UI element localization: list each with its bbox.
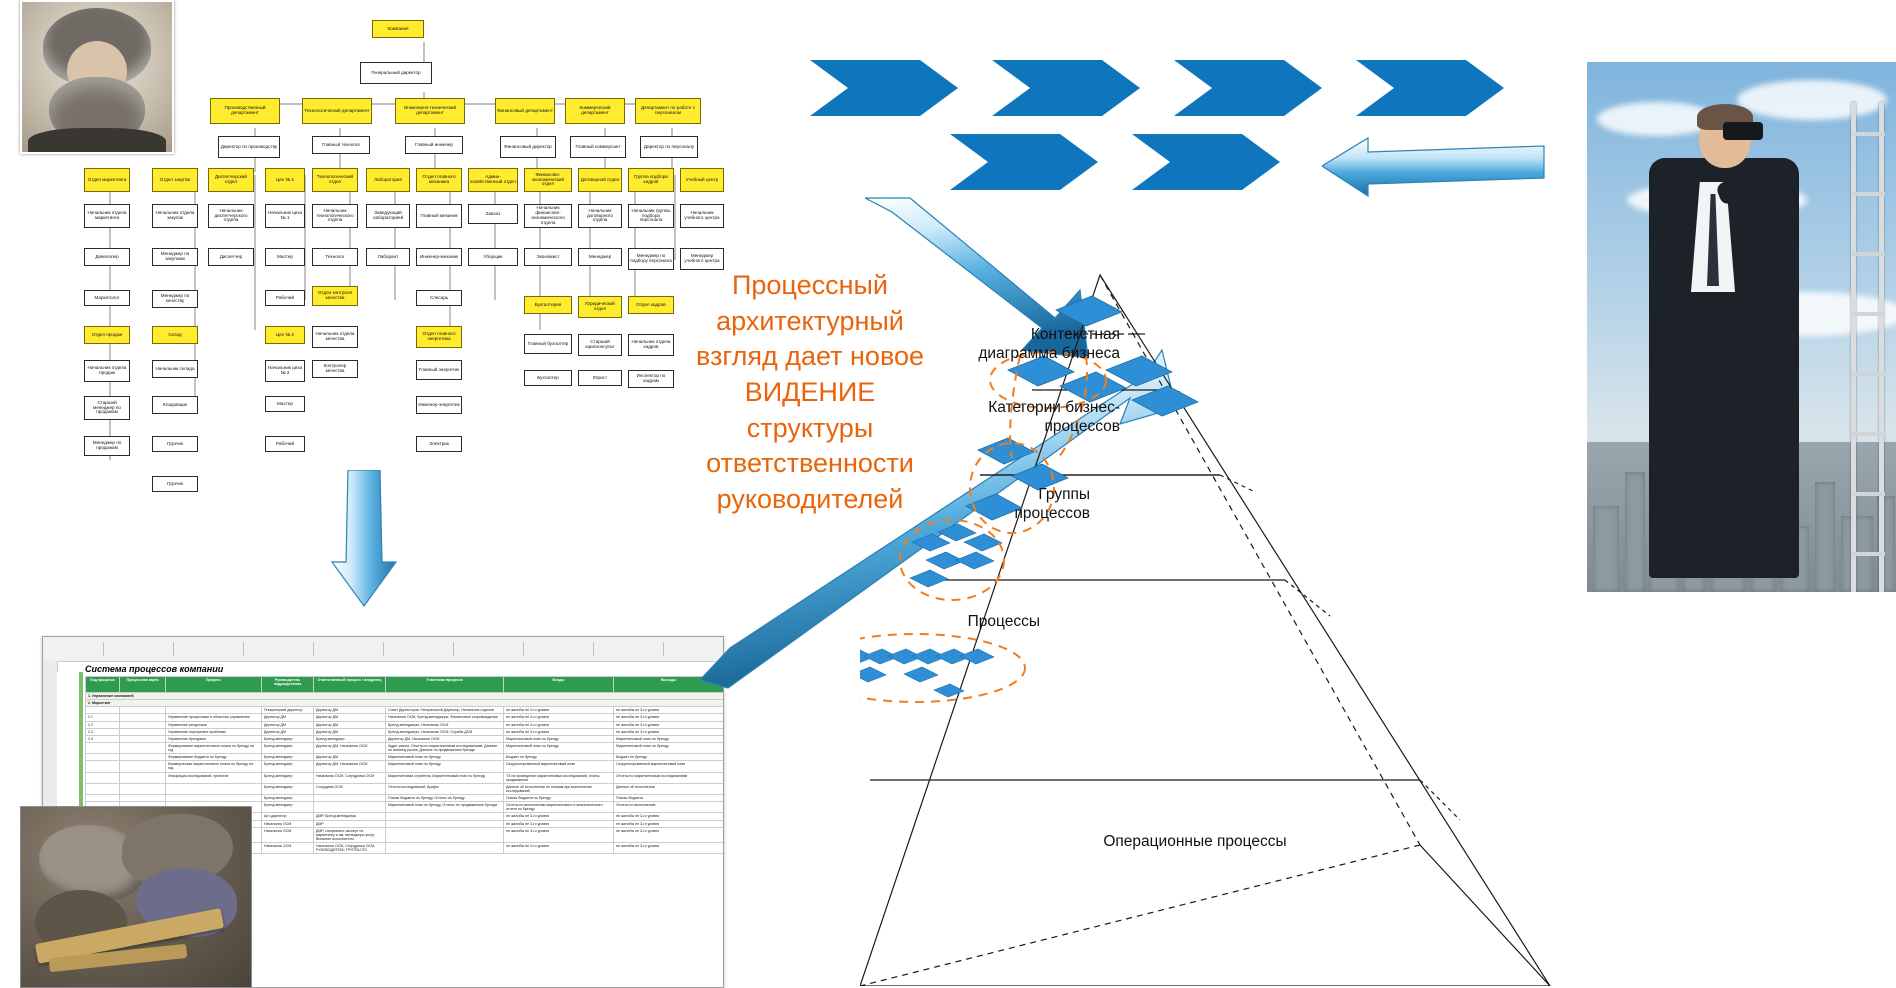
table-cell[interactable]: Директор ДМ [262,721,314,728]
org-node-sub: Бухгалтер [524,370,572,386]
table-cell[interactable]: Бренд-менеджер [262,735,314,742]
org-node-sub: Электрик [416,436,462,452]
chevron-arrow-right-icon [992,60,1140,116]
org-node-department: Коммерческий департамент [565,98,625,124]
org-node-unit: Склад [152,326,198,344]
table-cell[interactable]: Отчеты по маркетинговым исследованиям [614,772,724,783]
table-row[interactable] [86,707,724,714]
table-cell[interactable]: 2.3 [86,728,120,735]
chevron-arrow-right-icon [1174,60,1322,116]
table-cell[interactable]: Бренд-менеджеры, Начальник ОСМ, Служба ДСМ [386,728,504,735]
headline-line: Процессный [731,270,888,300]
table-cell[interactable]: Директор ДМ, Начальник ОСМ [386,735,504,742]
table-cell[interactable]: не жалобы не 3-го уровня [614,827,724,842]
org-node-unit: Группа подбора кадров [628,168,674,192]
org-node-sub: Начальник договорного отдела [578,204,622,228]
table-cell[interactable]: не жалобы не 3-го уровня [504,820,614,827]
org-node-sub: Рабочий [265,436,305,452]
headline-line: руководителей [716,483,904,514]
headline-text [660,268,960,517]
pyramid-label-categories-line1: Категории бизнес- [988,399,1120,416]
org-node-sub: Начальник группы подбора персонала [628,204,674,228]
table-cell[interactable]: Управление процессами и областью управления [166,714,262,721]
org-node-unit: Отдел главного механика [416,168,462,192]
table-cell[interactable] [86,783,120,794]
column-header[interactable]: Выходы [614,677,724,693]
table-cell[interactable] [120,735,166,742]
table-cell[interactable]: Директор ДМ, Начальник ОСМ [314,742,386,753]
org-node-department: Производственный департамент [210,98,280,124]
table-cell[interactable]: 2.2 [86,721,120,728]
org-node-sub: Начальник цеха № 2 [265,360,305,382]
table-cell[interactable]: Директор ДМ [314,728,386,735]
table-row[interactable] [86,728,724,735]
org-node-unit: Отдел продаж [84,326,130,344]
table-cell[interactable] [120,754,166,761]
org-node-sub: Мастер [265,396,305,412]
table-cell[interactable]: Формирование маркетингового плана по бренду на год [166,742,262,753]
org-node-sub: Диспетчер [208,248,254,266]
table-cell[interactable] [86,742,120,753]
org-node-sub: Начальник отдела продаж [84,360,130,382]
table-cell[interactable] [386,843,504,854]
table-cell[interactable]: ТЗ на проведение маркетинговых исследований, планы продвижения [504,772,614,783]
table-cell[interactable]: Начальник ОСМ, Сотрудники ОСМ [314,772,386,783]
table-cell: 2. Маркетинг [86,700,724,707]
table-cell[interactable] [166,783,262,794]
column-header[interactable]: Процессная карта [120,677,166,693]
table-cell[interactable]: Бренд-менеджер [262,802,314,813]
org-node-director: Главный инженер [405,136,463,154]
org-node-ceo: Генеральный директор [360,62,432,84]
pyramid-label-operations: Операционные процессы [1103,833,1287,850]
table-cell[interactable]: Директор ДМ [314,707,386,714]
org-node-department: Инженерно-технический департамент [395,98,465,124]
table-cell[interactable] [386,820,504,827]
org-node-sub: Главный бухгалтер [524,334,572,354]
headline-line: ответственности [706,448,914,479]
headline-line: ВИДЕНИЕ [744,376,876,407]
table-cell[interactable]: Маркетинговый план по бренду [614,735,724,742]
table-cell[interactable] [120,795,166,802]
org-node-sub: Начальник отдела маркетинга [84,204,130,228]
org-node-sub: Грузчик [152,436,198,452]
table-cell[interactable] [86,761,120,772]
table-cell[interactable] [314,802,386,813]
org-node-sub: Рабочий [265,290,305,306]
org-node-sub: Главный энергетик [416,360,462,380]
org-node-sub: Контролер качества [312,360,358,378]
table-cell[interactable]: не жалобы не 3-го уровня [504,843,614,854]
table-cell[interactable] [120,761,166,772]
table-cell[interactable]: Скорректированный маркетинговый план [614,761,724,772]
org-node-unit: Админ-хозяйственный отдел [468,168,518,192]
table-cell[interactable] [86,795,120,802]
tile [1056,296,1122,326]
table-cell[interactable]: Маркетинговый план по бренду [386,754,504,761]
tile [964,534,1002,551]
table-cell[interactable]: Начальник ОСМ, Бренд-менеджеры, Финансовое сопровождение [386,714,504,721]
table-cell[interactable]: не жалобы не 3-го уровня [614,843,724,854]
org-node-director: Директор по персоналу [640,136,698,158]
table-cell[interactable]: не жалобы не 3-го уровня [504,728,614,735]
table-cell[interactable] [120,714,166,721]
table-cell[interactable]: не жалобы не 3-го уровня [614,728,724,735]
org-node-director: Директор по производству [218,136,280,158]
column-header[interactable]: Участники процесса [386,677,504,693]
table-cell[interactable]: Бренд-менеджер [314,735,386,742]
arrow-down-3d [330,470,400,610]
org-node-sub: Старший менеджер по продажам [84,396,130,420]
table-cell[interactable]: Директор ДМ [262,714,314,721]
table-section-row [86,693,724,700]
table-cell[interactable] [120,707,166,714]
chevron-arrow-right-icon [810,60,958,116]
table-cell[interactable] [166,707,262,714]
table-cell[interactable]: Отчеты по выполнению [614,802,724,813]
table-cell[interactable]: Аудит рынка, Отчеты по маркетинговым исследованиям, Данные по анализу рынка, Данные по продвижению бренда [386,742,504,753]
portrait-coat [28,128,166,154]
org-node-unit: Цех № 1 [265,168,305,192]
org-node-sub: Слесарь [416,290,462,306]
tile-cluster-processes [910,524,1002,587]
org-node-director: Финансовый директор [500,136,556,158]
table-cell[interactable]: Бюджет по бренду [504,754,614,761]
table-cell[interactable]: Совет Директоров, Генеральный Директор, Начальник отделов [386,707,504,714]
tile [904,667,938,682]
pyramid-label-context-line1: Контекстная [1030,326,1120,343]
table-cell[interactable]: Бренд-менеджер [262,761,314,772]
table-row[interactable] [86,783,724,794]
column-header[interactable]: Код процесса [86,677,120,693]
table-cell[interactable]: Маркетинговый план по бренду [386,761,504,772]
org-node-sub: Технолог [312,248,358,266]
pyramid-label-processes: Процессы [967,613,1040,630]
chevron-arrow-right-icon [1132,134,1280,190]
pyramid-label-context-line2: диаграмма бизнеса [978,345,1120,363]
table-cell[interactable]: 2.1 [86,714,120,721]
table-cell[interactable]: Директор ДМ [314,721,386,728]
tile [934,684,964,697]
table-cell[interactable]: Директор ДМ [262,728,314,735]
ladder [1851,102,1885,592]
org-node-sub: Старший юрисконсульт [578,334,622,356]
org-node-director: Главный коммерсант [570,136,626,158]
table-cell[interactable]: Директор ДМ [314,754,386,761]
org-node-sub: Мастер [265,248,305,266]
pyramid-label-categories-line2: процессов [1044,418,1120,436]
table-cell: 1. Управление компанией [86,693,724,700]
portrait-photo [20,0,174,154]
org-node-sub: Маркетолог [84,290,130,306]
org-node-unit: Отдел кадров [628,296,674,314]
table-cell[interactable]: не жалобы не 3-го уровня [614,714,724,721]
tile [960,649,994,664]
org-node-unit: Финансово-экономический отдел [524,168,572,192]
rocks-photo [20,806,252,988]
table-cell[interactable] [86,707,120,714]
table-cell[interactable]: не жалобы не 3-го уровня [504,827,614,842]
org-node-sub: Начальник технологического отдела [312,204,358,228]
table-cell[interactable] [120,721,166,728]
table-cell[interactable] [86,754,120,761]
org-node-unit: Диспетчерский отдел [208,168,254,192]
chevron-arrow-right-icon [950,134,1098,190]
table-cell[interactable]: Формирование бюджета по бренду [166,754,262,761]
org-node-sub: Завхоз [468,204,518,224]
org-node-sub: Уборщик [468,248,518,266]
table-cell[interactable]: Планы бюджета [614,795,724,802]
table-cell[interactable]: 2.4 [86,735,120,742]
tile-cluster-operations [860,649,994,697]
org-node-sub: Начальник отдела кадров [628,334,674,356]
table-row[interactable] [86,742,724,753]
table-cell[interactable]: ДМР, Бренд-менеджеры [314,813,386,820]
table-cell[interactable]: Отчеты исследований, Брифы [386,783,504,794]
table-cell[interactable]: ДМР [314,820,386,827]
table-cell[interactable] [120,783,166,794]
table-cell[interactable]: Бренд-менеджеры, Начальник ОСМ [386,721,504,728]
table-cell[interactable]: не жалобы не 3-го уровня [614,820,724,827]
table-cell[interactable]: Бренд-менеджер [262,795,314,802]
chevron-arrow-row-2 [950,132,1290,192]
table-cell[interactable]: Арт-директор [262,813,314,820]
table-cell[interactable]: Директор ДМ [314,714,386,721]
headline-line: структуры [746,412,874,443]
table-cell[interactable] [86,772,120,783]
org-node-unit: Цех № 2 [265,326,305,344]
table-cell[interactable]: Планы бюджета по бренду [504,795,614,802]
org-node-sub: Девелопер [84,248,130,266]
table-cell[interactable] [166,795,262,802]
org-node-sub: Менеджер по подбору персонала [628,248,674,270]
table-cell[interactable]: Генеральный директор [262,707,314,714]
org-node-sub: Начальник учебного центра [680,204,724,228]
table-cell[interactable]: Управление портфелем проблемы [166,728,262,735]
org-node-sub: Менеджер учебного центра [680,248,724,270]
table-cell[interactable]: Бренд-менеджер [262,772,314,783]
org-node-sub: Грузчик [152,476,198,492]
table-cell[interactable]: ДМР, специалист-эксперт по маркетингу и им, менеджеры услуг, Внешние исполнители [314,827,386,842]
spreadsheet-title: Система процессов компании [85,664,224,674]
table-cell[interactable]: Маркетинговый план по бренду, Отчеты по продвижению бренда [386,802,504,813]
column-header[interactable]: Процесс [166,677,262,693]
table-cell[interactable]: не жалобы не 3-го уровня [504,721,614,728]
org-node-sub: Лаборант [366,248,410,266]
org-node-unit: Договорной отдел [578,168,622,192]
table-cell[interactable]: не жалобы не 3-го уровня [504,813,614,820]
org-node-unit: Юридический отдел [578,296,622,318]
org-node-unit: Отдел маркетинга [84,168,130,192]
table-cell[interactable]: не жалобы не 3-го уровня [504,714,614,721]
table-cell[interactable]: Бренд-менеджер [262,754,314,761]
org-node-unit: Технологический отдел [312,168,358,192]
org-node-sub: Начальник финансово-экономического отдела [524,204,572,228]
spreadsheet-ruler [43,637,723,662]
table-cell[interactable]: Планы бюджета по бренду, Отчеты по бренду [386,795,504,802]
table-cell[interactable]: Скорректированный маркетинговый план [504,761,614,772]
org-node-sub: Начальник отдела закупок [152,204,198,228]
org-node-director: Главный технолог [312,136,370,154]
table-row[interactable] [86,721,724,728]
table-row[interactable] [86,761,724,772]
org-node-sub: Инженер-механик [416,248,462,266]
org-node-sub: Менеджер [578,248,622,266]
table-cell[interactable]: Данные об исполнении [614,783,724,794]
column-header[interactable]: Входы [504,677,614,693]
spreadsheet-header-row [86,677,724,693]
column-header[interactable]: Ответственный процесс / владелец [314,677,386,693]
table-cell[interactable]: Маркетинговая стратегия, Маркетинговый план по бренду [386,772,504,783]
org-node-department: Департамент по работе с персоналом [635,98,701,124]
table-cell[interactable]: не жалобы не 3-го уровня [614,707,724,714]
table-cell[interactable]: Управление ресурсами [166,721,262,728]
table-cell[interactable]: Сотрудник ОСМ [314,783,386,794]
headline-line: архитектурный [716,305,904,336]
org-node-unit: Отдел контроля качества [312,286,358,306]
org-node-sub: Главный механик [416,204,462,228]
chevron-arrow-right-icon [1356,60,1504,116]
tile [912,534,950,551]
org-node-sub: Начальник отдела качества [312,326,358,348]
org-node-department: Технологический департамент [302,98,372,124]
tile [938,524,976,541]
table-section-row [86,700,724,707]
org-node-sub: Менеджер по закупкам [152,248,198,266]
table-cell[interactable]: Коммерческая маркетингового плана по бренду на год [166,761,262,772]
org-node-department: Финансовый департамент [495,98,555,124]
org-node-unit: Лаборатория [366,168,410,192]
binoculars-icon [1723,122,1763,140]
org-node-sub: Экономист [524,248,572,266]
table-cell[interactable]: Директор ДМ, Начальник ОСМ [314,761,386,772]
org-node-sub: Заведующий лабораторией [366,204,410,228]
column-header[interactable]: Руководитель подразделения [262,677,314,693]
org-node-company: Компания [372,20,424,38]
table-cell[interactable] [386,813,504,820]
headline-line: взгляд дает новое [695,341,925,372]
table-cell[interactable]: Начальник ОСМ [262,820,314,827]
table-cell[interactable]: Бюджет по бренду [614,754,724,761]
table-cell[interactable] [386,827,504,842]
table-cell[interactable] [314,795,386,802]
pyramid-label-groups-line1: Группы [1038,486,1090,503]
org-node-unit: Учебный центр [680,168,724,192]
table-row[interactable] [86,714,724,721]
org-node-sub: Менеджер по качеству [152,290,198,308]
org-node-sub: Юрист [578,370,622,386]
org-node-unit: Отдел главного энергетика [416,326,462,348]
org-node-sub: Менеджер по продажам [84,436,130,456]
org-node-sub: Инженер-энергетик [416,396,462,414]
table-row[interactable] [86,772,724,783]
org-node-sub: Начальник диспетчерского отдела [208,204,254,228]
org-node-unit: Бухгалтерия [524,296,572,314]
table-cell[interactable]: Начальник ОСМ, Сотрудники ОСМ, РУКОВОДИТЕЛЬ ГРУППЫ ПО [314,843,386,854]
table-row[interactable] [86,795,724,802]
org-node-sub: Начальник склада [152,360,198,378]
table-cell[interactable] [120,742,166,753]
org-node-sub: Начальник цеха № 1 [265,204,305,228]
table-cell[interactable]: не жалобы не 3-го уровня [614,721,724,728]
tile [956,552,994,569]
table-cell[interactable]: Маркетинговый план по бренду [614,742,724,753]
table-cell[interactable]: Отчеты по выполнению маркетингового и аналитического отчета по бренду [504,802,614,813]
table-cell[interactable]: не жалобы не 3-го уровня [614,813,724,820]
org-node-unit: Отдел закупок [152,168,198,192]
org-node-sub: Кладовщик [152,396,198,414]
tile [978,438,1034,464]
table-cell[interactable]: Управление брендами [166,735,262,742]
table-cell[interactable]: Бренд-менеджер [262,783,314,794]
table-cell[interactable] [120,772,166,783]
org-node-sub: Инспектор по кадрам [628,370,674,388]
pyramid-label-groups-line2: процессов [1014,505,1090,523]
table-cell[interactable]: Маркетинговый план по бренду [504,735,614,742]
table-cell[interactable]: Бренд-менеджер [262,742,314,753]
table-cell[interactable]: Инициация исследований, проектов [166,772,262,783]
table-cell[interactable]: не жалобы не 3-го уровня [504,707,614,714]
table-cell[interactable]: Маркетинговый план по бренду [504,742,614,753]
table-cell[interactable]: Начальник ОСМ [262,843,314,854]
pyramid-label-context [940,325,1120,364]
table-cell[interactable]: Начальник ОСМ [262,827,314,842]
tile [910,570,948,587]
table-row[interactable] [86,754,724,761]
table-row[interactable] [86,735,724,742]
tile [860,667,886,682]
table-cell[interactable] [120,728,166,735]
chevron-arrow-row-1 [810,58,1520,118]
table-cell[interactable]: Данные об исполнении по планам при выполнении исследований [504,783,614,794]
